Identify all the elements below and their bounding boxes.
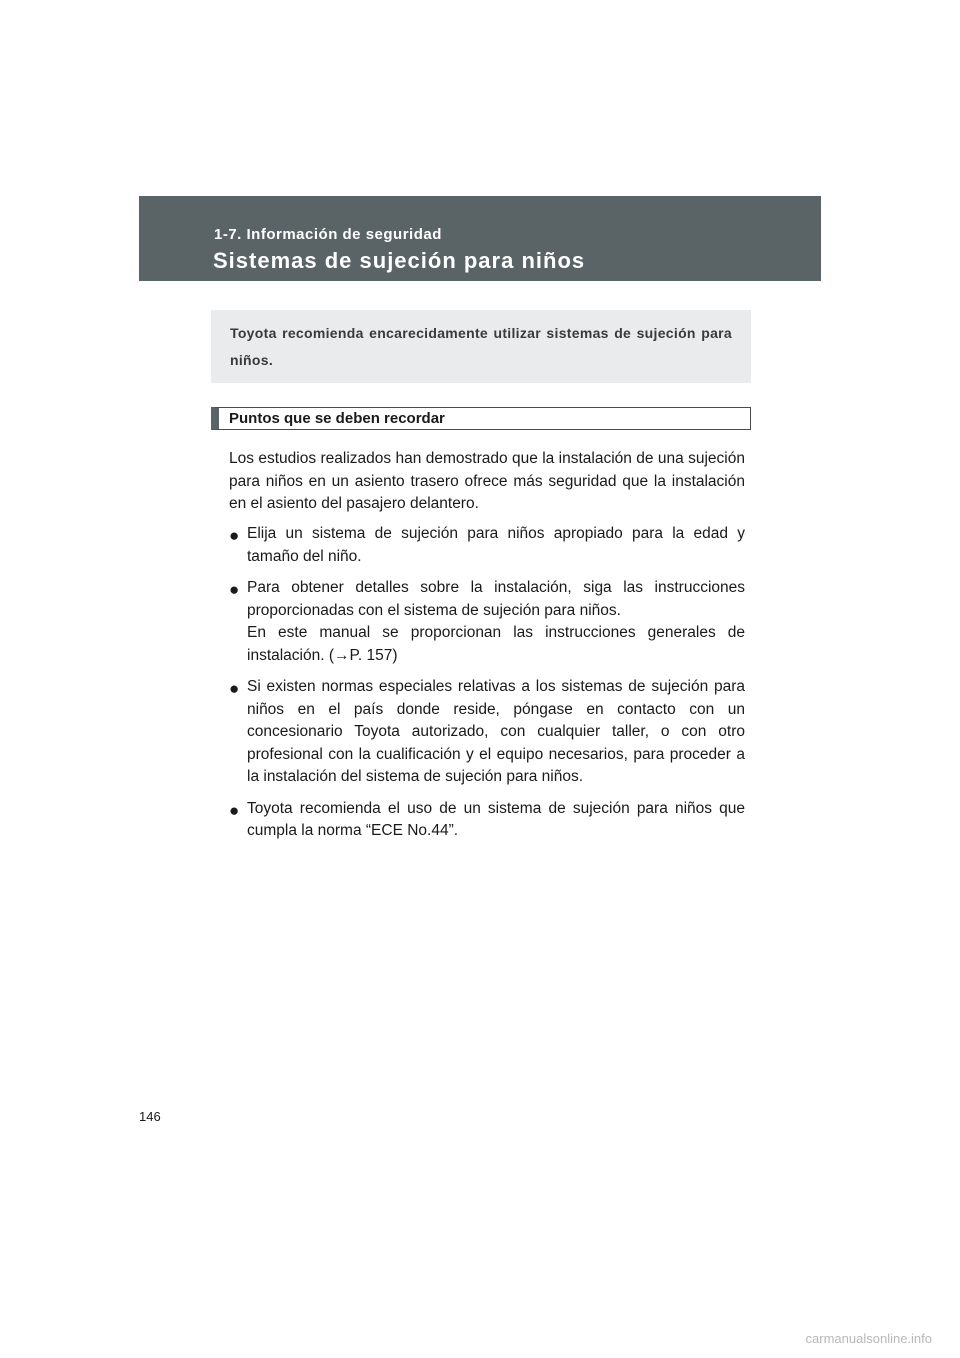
page-title: Sistemas de sujeción para niños	[213, 248, 586, 273]
list-item	[229, 676, 745, 789]
filled-circle-icon: ●	[229, 679, 240, 698]
list-item	[229, 577, 745, 667]
filled-circle-icon: ●	[229, 800, 240, 820]
list-item	[229, 798, 745, 843]
intro-box	[211, 310, 751, 383]
page-number: 146	[139, 1109, 161, 1124]
list-item-text: Si existen normas especiales relativas a los sistemas de sujeción para niños en el país donde reside, póngase en contacto con un concesionario Toyota autorizado, con cualquier taller, o con otro profesional con la cualificación y el equipo necesarios, para proceder a la instalación del sistema de sujeción para niños.	[247, 678, 745, 785]
watermark: carmanualsonline.info	[805, 1331, 932, 1346]
list-item-text: Elija un sistema de sujeción para niños apropiado para la edad y tamaño del niño.	[247, 525, 745, 565]
header-band	[139, 196, 821, 281]
list-item-text: Para obtener detalles sobre la instalación, siga las instrucciones proporcionadas con el sistema de sujeción para niños.	[247, 579, 745, 619]
list-item	[229, 523, 745, 568]
list-item-text: Toyota recomienda el uso de un sistema de sujeción para niños que cumpla la norma “ECE No.44”.	[247, 799, 745, 839]
filled-circle-icon: ●	[229, 526, 240, 545]
section-label: 1-7. Información de seguridad	[214, 226, 442, 243]
list-item-text-continued: En este manual se proporcionan las instrucciones generales de instalación. (→P. 157)	[247, 624, 745, 664]
intro-text: Toyota recomienda encarecidamente utilizar sistemas de sujeción para niños.	[230, 325, 732, 368]
body-paragraph: Los estudios realizados han demostrado que la instalación de una sujeción para niños en un asiento trasero ofrece más seguridad que la instalación en el asiento del pasajero delantero.	[229, 450, 745, 512]
subheading: Puntos que se deben recordar	[211, 407, 751, 430]
filled-circle-icon: ●	[229, 580, 240, 599]
bullet-list	[229, 523, 745, 852]
